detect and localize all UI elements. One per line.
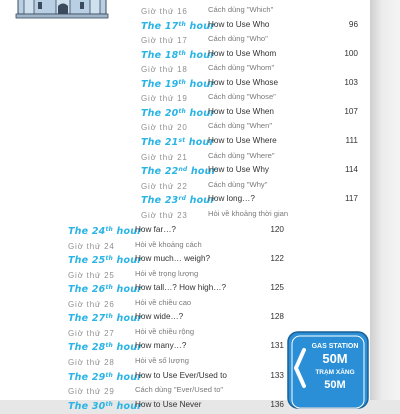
hour-number: 25	[91, 255, 106, 267]
toc-row	[141, 47, 366, 61]
toc-row	[68, 398, 298, 412]
sign-line-4: 50M	[324, 379, 346, 391]
vietnamese-hour-label: Giờ thứ 21	[141, 152, 188, 162]
hour-number: 22	[164, 166, 179, 178]
vietnamese-hour-label: Giờ thứ 26	[68, 299, 115, 309]
toc-row	[68, 325, 298, 339]
hour-unit: hour	[189, 78, 216, 90]
hour-word: The	[68, 226, 89, 237]
hour-suffix: th	[105, 371, 113, 379]
lesson-title: How to Use Whose	[208, 77, 279, 87]
hour-unit: hour	[116, 400, 143, 412]
hour-number: 21	[164, 136, 179, 148]
lesson-description: Cách dùng "Who"	[208, 34, 268, 44]
hour-suffix: th	[178, 20, 186, 28]
toc-row	[141, 207, 366, 221]
lesson-title: How to Use Whom	[208, 48, 277, 58]
vietnamese-hour-label: Giờ thứ 22	[141, 181, 188, 191]
hour-number: 27	[91, 313, 106, 325]
lesson-description: Hỏi về số lượng	[135, 355, 189, 365]
hour-word: The	[68, 313, 89, 325]
toc-row	[141, 178, 366, 192]
lesson-title: How to Use Where	[208, 135, 277, 145]
hour-word: The	[141, 49, 162, 61]
toc-row	[141, 149, 366, 163]
vietnamese-hour-label: Giờ thứ 18	[141, 65, 188, 75]
lesson-description: Hỏi về trọng lượng	[135, 268, 199, 278]
hour-unit: hour	[189, 195, 216, 207]
lesson-description: Hỏi về chiều cao	[135, 297, 192, 307]
vietnamese-hour-label: Giờ thứ 29	[68, 387, 115, 397]
hour-unit: hour	[189, 49, 216, 61]
toc-row	[68, 369, 298, 383]
hour-suffix: th	[105, 284, 113, 292]
vietnamese-hour-label: Giờ thứ 23	[141, 210, 188, 220]
page-number: 107	[344, 106, 358, 116]
hour-label	[141, 79, 215, 90]
hour-number: 23	[164, 195, 179, 207]
hour-suffix: th	[178, 78, 186, 86]
toc-row	[141, 163, 366, 177]
hour-suffix: th	[105, 255, 113, 263]
lesson-description: Cách dùng "Whom"	[208, 63, 275, 73]
page-number: 131	[270, 341, 284, 351]
toc-row	[68, 310, 298, 324]
vietnamese-hour-label: Giờ thứ 28	[68, 357, 115, 367]
toc-row	[68, 281, 298, 295]
toc-row	[141, 61, 366, 75]
lesson-description: Hỏi về khoảng cách	[135, 239, 202, 249]
page-number: 120	[270, 225, 284, 234]
sign-line-2: 50M	[322, 351, 348, 366]
hour-unit: hour	[189, 20, 216, 32]
hour-suffix: th	[105, 400, 113, 408]
lesson-title: How wide…?	[135, 312, 184, 322]
book-spine	[370, 0, 400, 400]
page-number: 117	[344, 194, 358, 204]
hour-label	[68, 255, 142, 266]
page-number: 111	[345, 135, 358, 145]
hour-unit: hour	[190, 166, 217, 178]
hour-word: The	[141, 78, 162, 90]
lesson-title: How to Use Ever/Used to	[135, 370, 227, 380]
toc-row	[141, 105, 366, 119]
hour-label	[68, 313, 142, 324]
hour-word: The	[141, 195, 162, 207]
hour-label	[141, 50, 215, 61]
hour-word: The	[141, 20, 162, 32]
hour-label	[68, 372, 142, 383]
toc-row	[141, 119, 366, 133]
page-number: 100	[344, 48, 358, 58]
lesson-title: How tall…? How high…?	[135, 283, 227, 293]
hour-unit: hour	[116, 255, 143, 267]
lesson-description: Hỏi về chiều rộng	[135, 326, 195, 336]
hour-suffix: rd	[178, 195, 187, 203]
lesson-description: Hỏi về khoảng thời gian	[208, 208, 289, 218]
toc-row	[68, 354, 298, 368]
hour-label	[141, 137, 214, 148]
hour-number: 19	[164, 78, 179, 90]
hour-unit: hour	[116, 284, 143, 296]
hour-label	[68, 401, 142, 412]
hour-word: The	[68, 255, 89, 267]
lesson-title: How many…?	[135, 341, 187, 351]
toc-row	[68, 238, 298, 252]
hour-word: The	[68, 400, 89, 412]
hour-unit: hour	[188, 136, 215, 148]
hour-label	[141, 195, 215, 206]
lesson-description: Cách dùng "Why"	[208, 179, 268, 189]
hour-word: The	[68, 371, 89, 383]
hour-word: The	[141, 166, 162, 178]
toc-row	[141, 3, 366, 17]
lesson-description: Cách dùng "Which"	[208, 5, 274, 14]
lesson-title: How long…?	[208, 194, 255, 204]
page-number: 136	[270, 399, 284, 409]
hour-label	[68, 284, 142, 295]
hour-word: The	[141, 107, 162, 119]
sign-line-1: GAS STATION	[311, 343, 359, 350]
hour-unit: hour	[116, 226, 143, 237]
hour-unit: hour	[116, 313, 143, 325]
hour-suffix: th	[178, 49, 186, 57]
sign-line-3: TRẠM XĂNG	[315, 369, 355, 376]
hour-suffix: th	[105, 226, 113, 233]
page-number: 114	[344, 165, 358, 175]
hour-unit: hour	[116, 342, 143, 354]
hour-number: 26	[91, 284, 106, 296]
hour-suffix: nd	[178, 166, 188, 174]
lesson-description: Cách dùng "Where"	[208, 150, 275, 160]
vietnamese-hour-label: Giờ thứ 27	[68, 328, 115, 338]
hour-label	[68, 342, 142, 353]
lesson-description: Cách dùng "Whose"	[208, 92, 276, 102]
hour-suffix: th	[105, 342, 113, 350]
lesson-title: How much… weigh?	[135, 254, 211, 264]
gas-station-sign	[286, 330, 370, 408]
toc-row	[141, 32, 366, 46]
hour-suffix: th	[105, 313, 113, 321]
vietnamese-hour-label: Giờ thứ 20	[141, 123, 188, 133]
page-number: 122	[270, 254, 284, 264]
lesson-description: Cách dùng "Ever/Used to"	[135, 385, 224, 395]
hour-word: The	[68, 342, 89, 354]
toc-row	[68, 267, 298, 281]
hour-number: 29	[91, 371, 106, 383]
toc-row	[68, 339, 298, 353]
lesson-title: How to Use Who	[208, 19, 270, 29]
hour-number: 30	[91, 400, 106, 412]
toc-row	[68, 296, 298, 310]
page-number: 128	[270, 312, 284, 322]
hour-label	[141, 166, 216, 177]
toc-row	[141, 134, 366, 148]
vietnamese-hour-label: Giờ thứ 17	[141, 36, 188, 46]
hour-unit: hour	[189, 107, 216, 119]
toc-row	[68, 223, 298, 237]
hour-label	[68, 226, 142, 237]
lesson-description: Cách dùng "When"	[208, 121, 273, 131]
toc-row	[141, 76, 366, 90]
toc-row	[141, 192, 366, 206]
toc-row	[68, 383, 298, 397]
hour-label	[141, 108, 215, 119]
hour-word: The	[141, 136, 162, 148]
toc-row	[141, 90, 366, 104]
hour-label	[141, 21, 215, 32]
toc-row	[141, 18, 366, 32]
hour-number: 20	[164, 107, 179, 119]
lesson-title: How to Use Never	[135, 399, 202, 409]
hour-suffix: th	[178, 107, 186, 115]
hour-suffix: st	[178, 136, 186, 144]
vietnamese-hour-label: Giờ thứ 16	[141, 7, 188, 16]
castle-illustration	[16, 0, 108, 18]
page-number: 125	[270, 283, 284, 293]
page-number: 133	[270, 370, 284, 380]
lesson-title: How far…?	[135, 225, 176, 234]
hour-number: 18	[164, 49, 179, 61]
vietnamese-hour-label: Giờ thứ 24	[68, 241, 115, 251]
hour-number: 24	[91, 226, 106, 237]
vietnamese-hour-label: Giờ thứ 19	[141, 94, 188, 104]
page-number: 103	[344, 77, 358, 87]
lesson-title: How to Use Why	[208, 165, 269, 175]
hour-word: The	[68, 284, 89, 296]
hour-unit: hour	[116, 371, 143, 383]
lesson-title: How to Use When	[208, 106, 274, 116]
vietnamese-hour-label: Giờ thứ 25	[68, 270, 115, 280]
toc-row	[68, 252, 298, 266]
page-number: 96	[348, 19, 358, 29]
hour-number: 28	[91, 342, 106, 354]
hour-number: 17	[164, 20, 179, 32]
